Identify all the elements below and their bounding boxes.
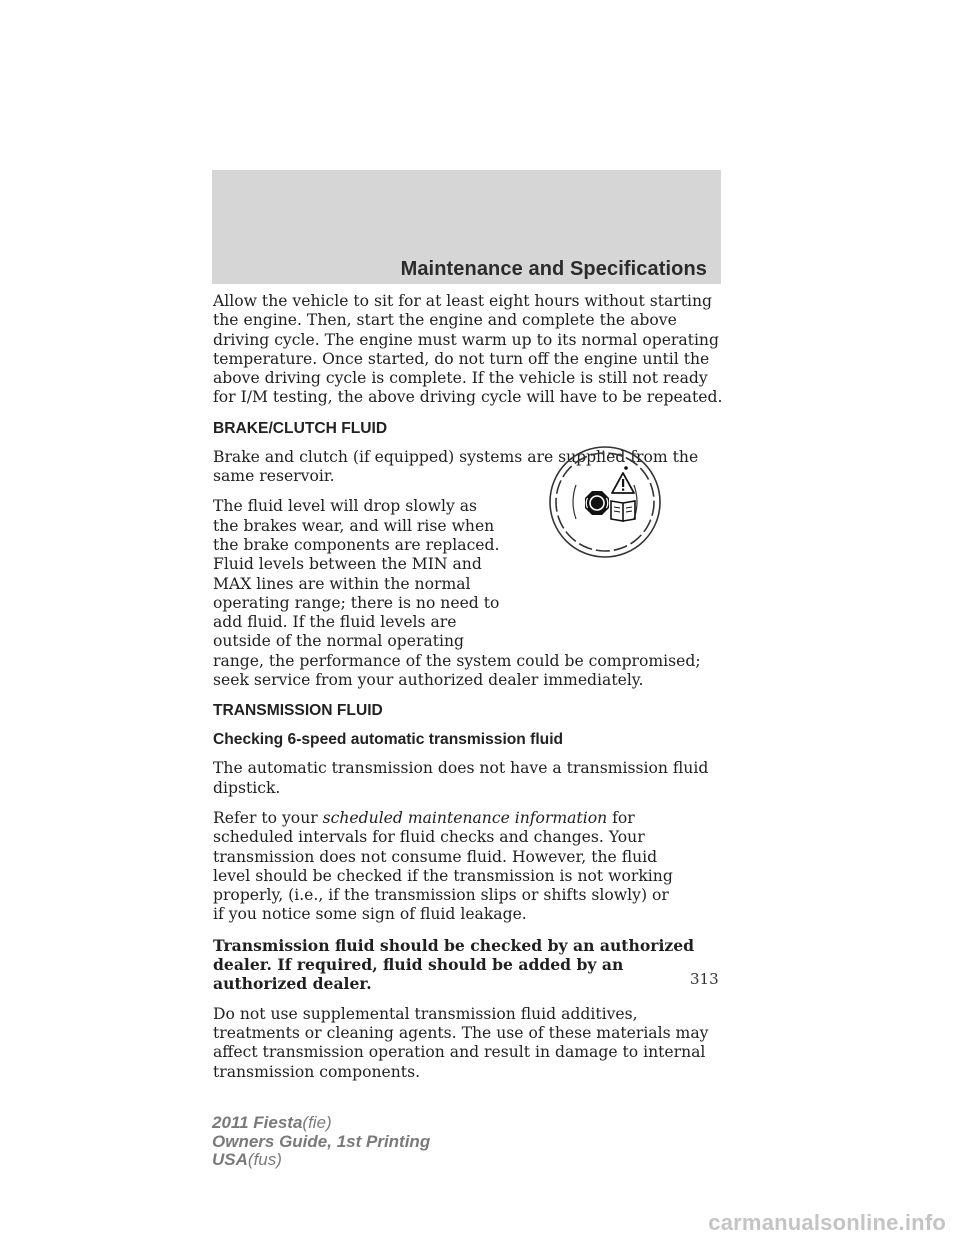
footer-region: USA bbox=[212, 1150, 248, 1169]
scheduled-maintenance-reference: scheduled maintenance information bbox=[322, 808, 608, 827]
trans-p2-suffix: for scheduled intervals for fluid checks and changes. Your transmission does not consume fluid. However, the fluid level should be checked if the transmission is not working properly, (i.e., if the transmission slips or shifts slowly) or if you notice some sign of fluid leakage. bbox=[213, 808, 673, 924]
page-content bbox=[213, 292, 733, 1093]
brake-p2-line: the brake components are replaced. bbox=[213, 535, 500, 554]
section-title: Maintenance and Specifications bbox=[400, 258, 707, 280]
brake-p2-line: operating range; there is no need to bbox=[213, 593, 500, 612]
brake-paragraph-1: Brake and clutch (if equipped) systems are supplied from the same reservoir. bbox=[213, 447, 699, 486]
transmission-paragraph-3: Do not use supplemental transmission fluid additives, treatments or cleaning agents. The use of these materials may affect transmission operation and result in damage to internal transmission components. bbox=[213, 1004, 709, 1081]
manual-book-symbol bbox=[611, 501, 635, 521]
brake-fluid-cap-icon bbox=[546, 443, 664, 561]
intro-paragraph: Allow the vehicle to sit for at least eight hours without starting the engine. Then, start the engine and complete the above driving cycle. The engine must warm up to its normal operating temperature. Once started, do not turn off the engine until the above driving cycle is complete. If the vehicle is still not ready for I/M testing, the above driving cycle will have to be repeated. bbox=[213, 292, 723, 407]
brake-warning-symbol bbox=[585, 491, 609, 515]
transmission-paragraph-1: The automatic transmission does not have a transmission fluid dipstick. bbox=[213, 759, 709, 797]
transmission-subheading: Checking 6-speed automatic transmission fluid bbox=[213, 731, 564, 749]
transmission-fluid-heading: TRANSMISSION FLUID bbox=[213, 702, 383, 720]
brake-p2-line: Fluid levels between the MIN and bbox=[213, 555, 482, 574]
brake-p2-line: MAX lines are within the normal bbox=[213, 574, 471, 593]
page-number: 313 bbox=[690, 970, 719, 988]
brake-fluid-heading: BRAKE/CLUTCH FLUID bbox=[213, 419, 388, 437]
section-header bbox=[212, 170, 721, 284]
document-footer bbox=[212, 1114, 430, 1170]
brake-p2-line: The fluid level will drop slowly as bbox=[213, 497, 478, 516]
brake-p2-line: outside of the normal operating bbox=[213, 632, 465, 651]
brake-p2-rest: range, the performance of the system could be compromised; seek service from your authorized dealer immediately. bbox=[213, 651, 701, 690]
footer-model: 2011 Fiesta bbox=[212, 1113, 303, 1132]
site-watermark: carmanualsonline.info bbox=[708, 1210, 946, 1235]
transmission-paragraph-2 bbox=[213, 809, 683, 925]
brake-p2-line: add fluid. If the fluid levels are bbox=[213, 613, 457, 632]
brake-p2-line: the brakes wear, and will rise when bbox=[213, 516, 495, 535]
warning-triangle-symbol bbox=[612, 473, 634, 493]
footer-guide: Owners Guide, 1st Printing bbox=[212, 1131, 431, 1151]
trans-p2-prefix: Refer to your bbox=[213, 808, 323, 827]
footer-model-code: (fie) bbox=[302, 1113, 332, 1132]
transmission-dealer-notice: Transmission fluid should be checked by an authorized dealer. If required, fluid should be added by an authorized dealer. bbox=[213, 935, 695, 994]
footer-region-code: (fus) bbox=[247, 1150, 282, 1169]
